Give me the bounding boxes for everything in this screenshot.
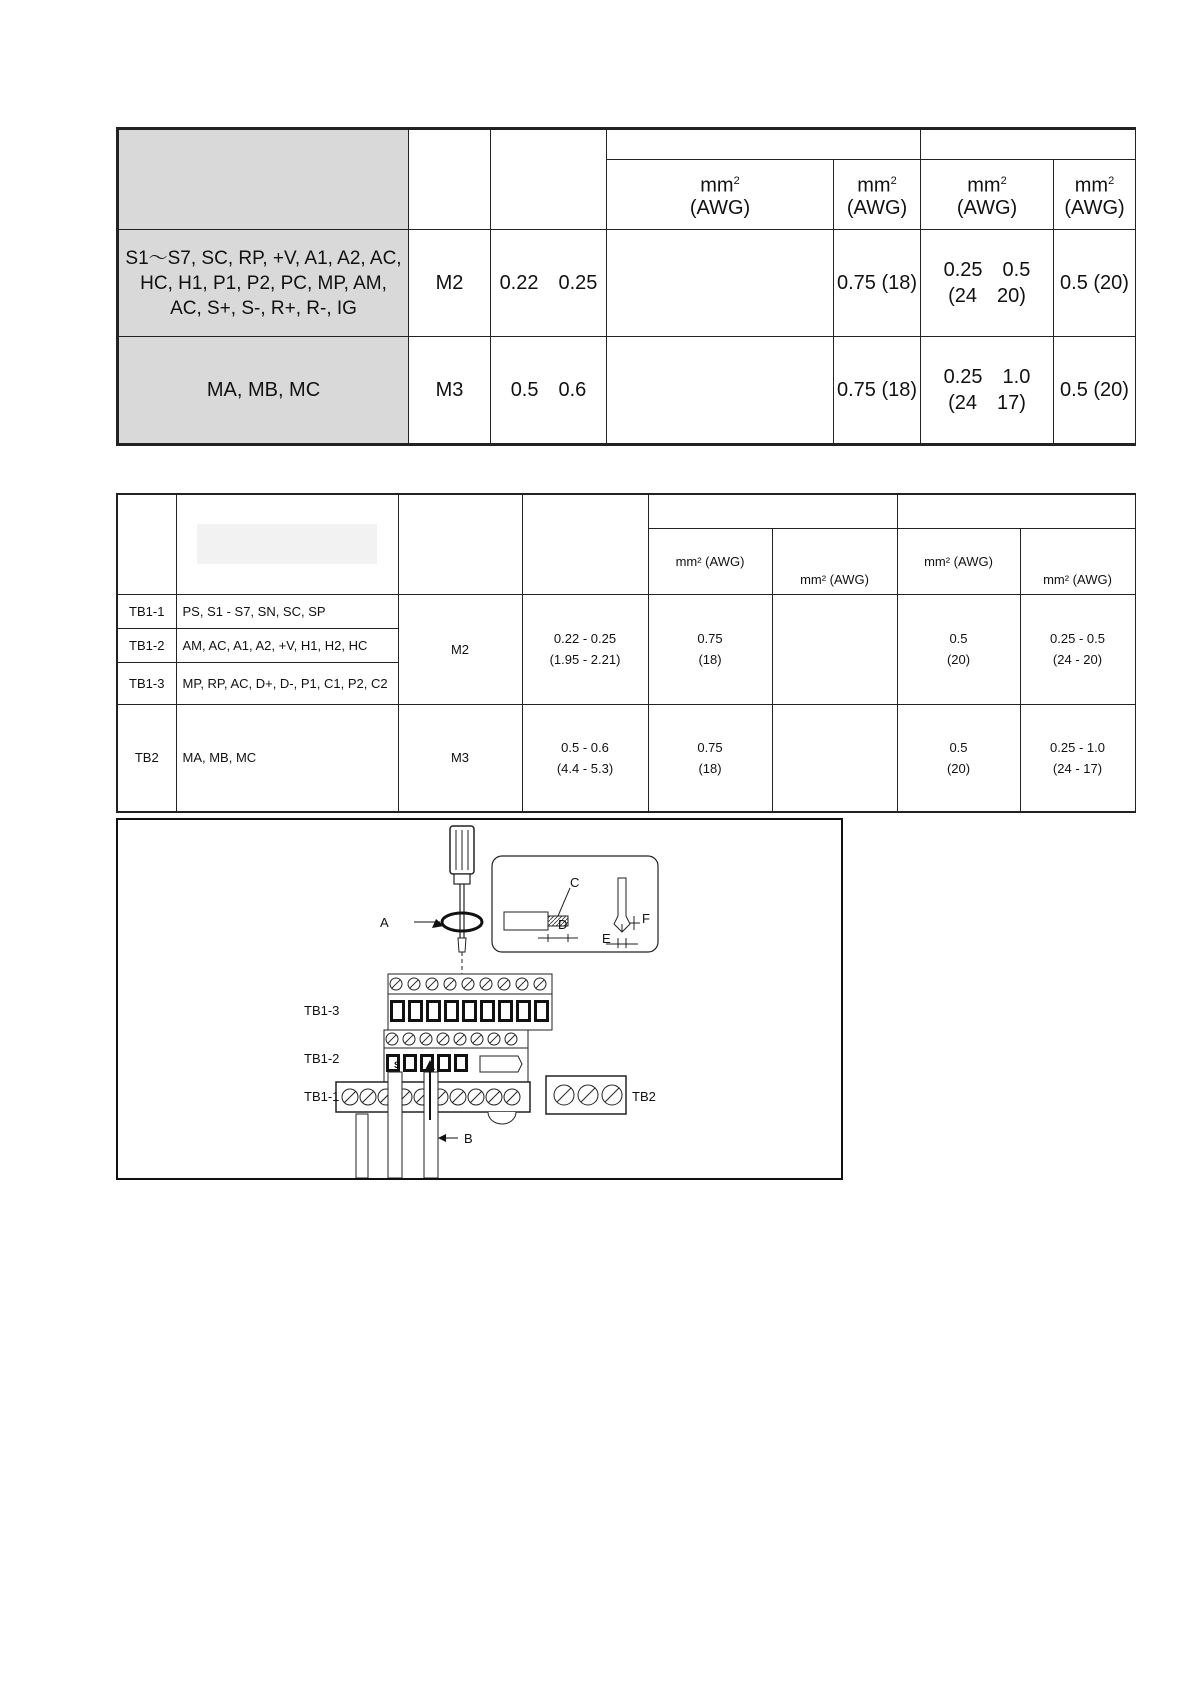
header-mm2-cell: $mm^2$ (AWG) [834,160,921,230]
table-row [118,230,1136,337]
header-wire-group-1 [648,494,897,528]
clamp-inner [537,1003,546,1019]
wire-size: 0.75 (18) [834,337,921,445]
header-mm2-cell: $mm^2$ (AWG) [1054,160,1136,230]
blank-cell [772,594,897,704]
screw-size: M2 [398,594,522,704]
table-row [117,594,1135,628]
clamp-inner [519,1003,528,1019]
faded-header-text [197,524,377,564]
block-id: TB1-1 [117,594,176,628]
header-mm2-awg: mm² (AWG) [897,528,1020,594]
block-id: TB1-3 [117,662,176,704]
clamp-inner [411,1003,420,1019]
header-wire-group-2 [921,129,1136,160]
label-c: C [570,875,580,890]
terminal-names: MA, MB, MC [118,337,409,445]
wire-size-range: 0.25 1.0 (24 17) [921,337,1054,445]
tightening-torque: 0.5 - 0.6 (4.4 - 5.3) [522,704,648,812]
terminal-spec-table-2 [116,493,1136,813]
terminal-names: MP, RP, AC, D+, D-, P1, C1, P2, C2 [176,662,398,704]
terminal-names: PS, S1 - S7, SN, SC, SP [176,594,398,628]
header-mm2-awg: mm² (AWG) [648,528,772,594]
label-d: D [558,917,568,932]
clamp-inner [406,1057,414,1069]
wire-size: 0.5 (20) [897,704,1020,812]
rotation-arrow-icon [414,913,482,931]
header-terminal-cell [118,129,409,230]
header-block-cell [117,494,176,594]
wire-size: 0.5 (20) [1054,337,1136,445]
terminal-names: AM, AC, A1, A2, +V, H1, H2, HC [176,628,398,662]
header-torque-cell [522,494,648,594]
wire-size-range: 0.25 - 1.0 (24 - 17) [1020,704,1135,812]
clamp-inner [483,1003,492,1019]
label-b: B [464,1131,473,1146]
wiring-diagram [116,818,843,1180]
clamp-inner [501,1003,510,1019]
wire-size: 0.75 (18) [648,704,772,812]
label-s-mark: S [394,1060,401,1070]
blank-cell [772,704,897,812]
tightening-torque: 0.22 0.25 [491,230,607,337]
screw-size: M3 [398,704,522,812]
blank-cell [607,230,834,337]
header-wire-group-2 [897,494,1135,528]
wire-size-range: 0.25 0.5 (24 20) [921,230,1054,337]
header-mm2-cell: $mm^2$ (AWG) [607,160,834,230]
label-tb1-2: TB1-2 [304,1051,340,1066]
table-row [118,337,1136,445]
label-tb1-3: TB1-3 [304,1003,340,1018]
clamp-inner [465,1003,474,1019]
header-mm2-awg: mm² (AWG) [1020,528,1135,594]
table-row [117,704,1135,812]
header-mm2-cell: $mm^2$ (AWG) [921,160,1054,230]
label-e: E [602,931,611,946]
tightening-torque: 0.5 0.6 [491,337,607,445]
clamp-inner [429,1003,438,1019]
wire-size: 0.75 (18) [834,230,921,337]
wire-size: 0.5 (20) [1054,230,1136,337]
header-mm2-awg: mm² (AWG) [772,528,897,594]
header-terminal-cell [176,494,398,594]
wire-detail-inset [492,856,658,952]
terminal-block-illustration [118,820,841,1178]
clamp-inner [447,1003,456,1019]
label-tb1-1: TB1-1 [304,1089,340,1104]
wire-size: 0.5 (20) [897,594,1020,704]
header-screw-cell [398,494,522,594]
terminal-names: S1～S7, SC, RP, +V, A1, A2, AC, HC, H1, P1, P2, PC, MP, AM, AC, S+, S-, R+, R-, IG [118,230,409,337]
header-torque-cell [491,129,607,230]
label-f: F [642,911,650,926]
wire-size-range: 0.25 - 0.5 (24 - 20) [1020,594,1135,704]
label-tb2: TB2 [632,1089,656,1104]
terminal-spec-table-1 [116,127,1136,446]
blank-cell [607,337,834,445]
header-wire-group-1 [607,129,921,160]
wire-size: 0.75 (18) [648,594,772,704]
block-id: TB2 [117,704,176,812]
screw-size: M3 [409,337,491,445]
label-a: A [380,915,389,930]
terminal-names: MA, MB, MC [176,704,398,812]
clamp-inner [457,1057,465,1069]
clamp-inner [393,1003,402,1019]
tightening-torque: 0.22 - 0.25 (1.95 - 2.21) [522,594,648,704]
header-screw-cell [409,129,491,230]
screw-size: M2 [409,230,491,337]
block-id: TB1-2 [117,628,176,662]
clamp-inner [440,1057,448,1069]
